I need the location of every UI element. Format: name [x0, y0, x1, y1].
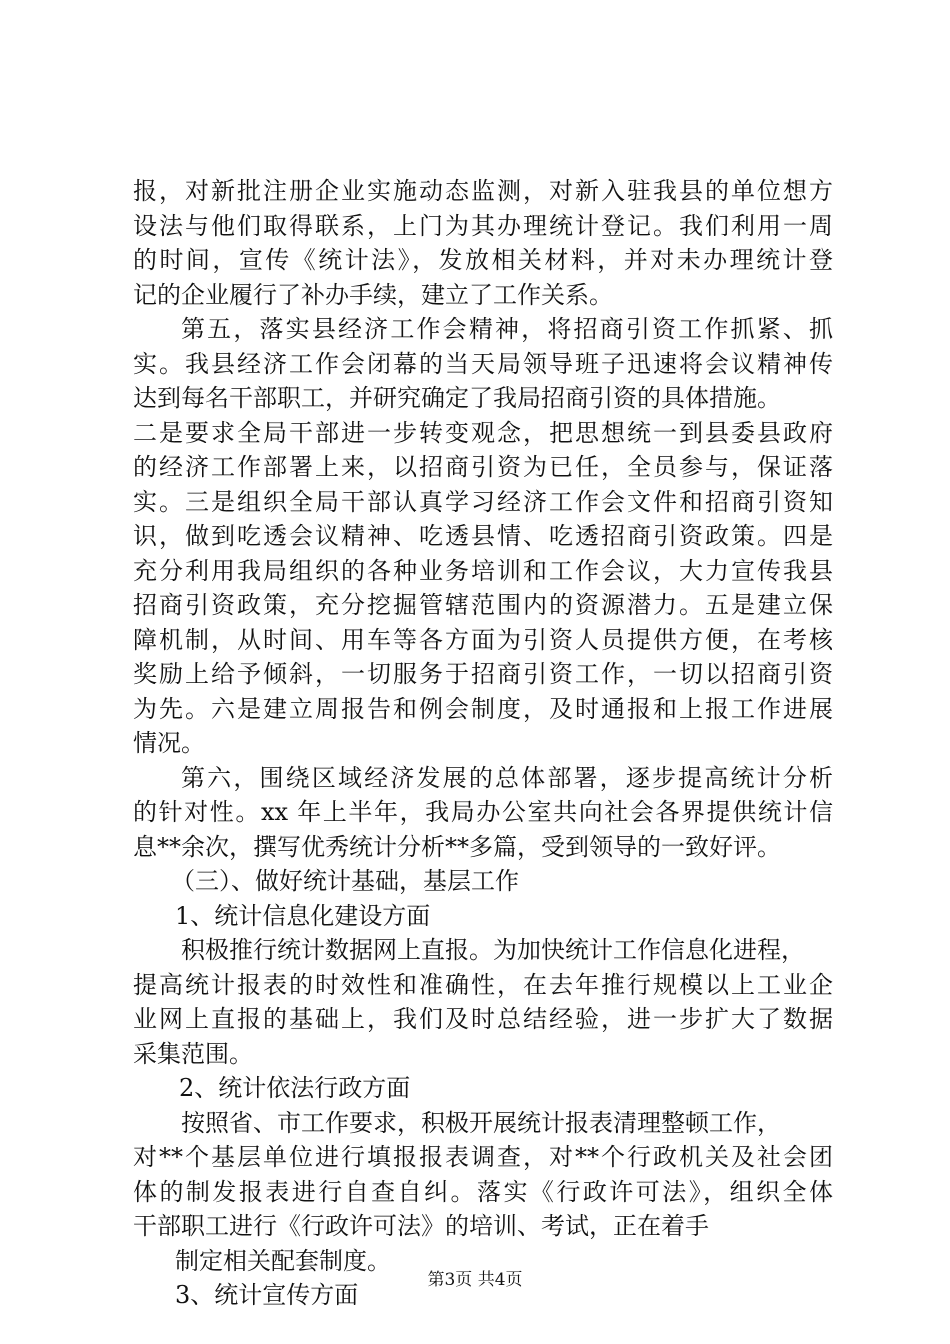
subsection-heading: 2、统计依法行政方面: [179, 1074, 411, 1102]
paragraph-line: 第六，围绕区域经济发展的总体部署，逐步提高统计分析: [181, 763, 833, 792]
paragraph-line: 障机制，从时间、用车等各方面为引资人员提供方便，在考核: [133, 625, 833, 654]
paragraph-line: 的时间，宣传《统计法》，发放相关材料，并对未办理统计登: [133, 246, 833, 274]
paragraph-line: 对**个基层单位进行填报报表调查，对**个行政机关及社会团: [133, 1143, 833, 1171]
paragraph-line: 二是要求全局干部进一步转变观念，把思想统一到县委县政府: [133, 418, 833, 447]
paragraph-line: 息**余次，撰写优秀统计分析**多篇，受到领导的一致好评。: [133, 832, 781, 861]
paragraph-line: 按照省、市工作要求，积极开展统计报表清理整顿工作，: [181, 1108, 781, 1137]
paragraph-line: 识，做到吃透会议精神、吃透县情、吃透招商引资政策。四是: [133, 522, 833, 550]
page-footer: [0, 1265, 950, 1290]
paragraph-line: 制定相关配套制度。: [175, 1246, 391, 1275]
paragraph-line: 记的企业履行了补办手续，建立了工作关系。: [133, 280, 613, 309]
paragraph-line: 提高统计报表的时效性和准确性，在去年推行规模以上工业企: [133, 970, 833, 999]
paragraph-line: 实。三是组织全局干部认真学习经济工作会文件和招商引资知: [133, 487, 833, 516]
paragraph-line: 为先。六是建立周报告和例会制度，及时通报和上报工作进展: [133, 694, 833, 723]
paragraph-line: 的经济工作部署上来，以招商引资为已任，全员参与，保证落: [133, 453, 833, 481]
paragraph-line: 奖励上给予倾斜，一切服务于招商引资工作，一切以招商引资: [133, 660, 833, 688]
section-heading: （三）、做好统计基础，基层工作: [171, 867, 519, 895]
paragraph-line: 第五，落实县经济工作会精神，将招商引资工作抓紧、抓: [181, 315, 833, 343]
paragraph-line: 积极推行统计数据网上直报。为加快统计工作信息化进程，: [181, 936, 805, 964]
paragraph-line: 采集范围。: [133, 1039, 253, 1068]
document-body: [133, 174, 833, 1313]
paragraph-line: 充分利用我局组织的各种业务培训和工作会议，大力宣传我县: [133, 556, 833, 585]
page-number-label: 第3页 共4页: [427, 1270, 523, 1290]
paragraph-line: 干部职工进行《行政许可法》的培训、考试，正在着手: [133, 1212, 709, 1240]
paragraph-line: 设法与他们取得联系，上门为其办理统计登记。我们利用一周: [133, 211, 833, 240]
paragraph-line: 业网上直报的基础上，我们及时总结经验，进一步扩大了数据: [133, 1005, 833, 1033]
paragraph-line: 招商引资政策，充分挖掘管辖范围内的资源潜力。五是建立保: [133, 591, 833, 619]
subsection-heading: 1、统计信息化建设方面: [175, 901, 431, 930]
paragraph-line: 实。我县经济工作会闭幕的当天局领导班子迅速将会议精神传: [133, 349, 833, 378]
paragraph-line: 体的制发报表进行自查自纠。落实《行政许可法》，组织全体: [133, 1177, 833, 1206]
paragraph-line: 的针对性。xx 年上半年，我局办公室共向社会各界提供统计信: [133, 798, 833, 826]
subsection-heading: 3、统计宣传方面: [175, 1281, 359, 1309]
paragraph-line: 情况。: [133, 729, 205, 757]
paragraph-line: 达到每名干部职工，并研究确定了我局招商引资的具体措施。: [133, 384, 781, 412]
paragraph-line: 报，对新批注册企业实施动态监测，对新入驻我县的单位想方: [133, 177, 833, 205]
